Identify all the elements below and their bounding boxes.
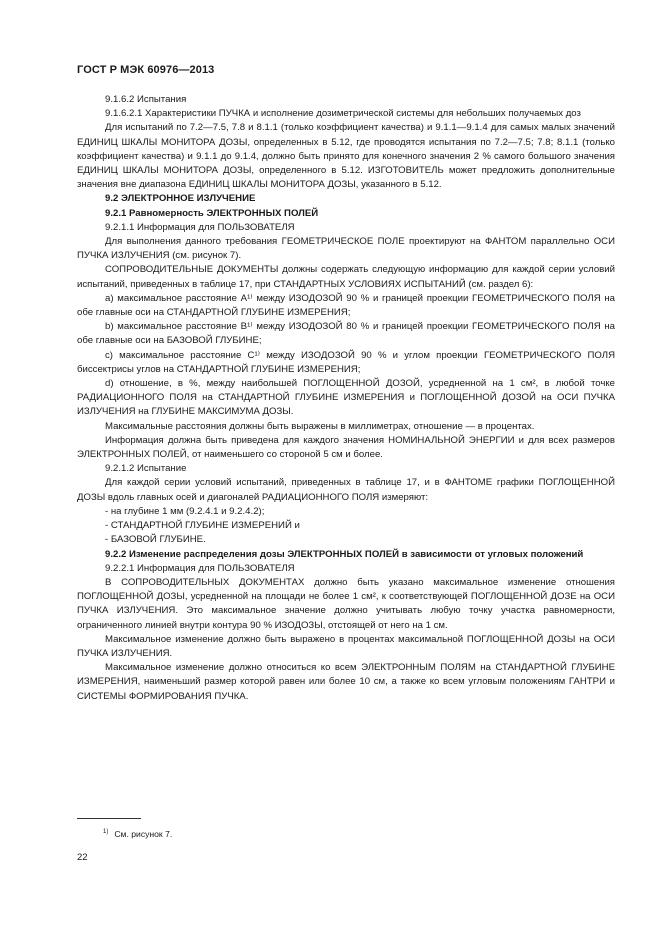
section-heading: 9.2.1 Равномерность ЭЛЕКТРОННЫХ ПОЛЕЙ	[105, 207, 319, 219]
paragraph: Максимальное изменение должно относиться ко всем ЭЛЕКТРОННЫМ ПОЛЯМ на СТАНДАРТНОЙ ГЛУБИНЕ ИЗМЕРЕНИЯ, наименьший размер которой равен или более 10 см, а также ко всем угловым положениям ГАНТРИ и СИСТЕМЫ ФОРМИРОВАНИЯ ПУЧКА.	[77, 662, 615, 702]
paragraph: 9.2.1.2 Испытание	[105, 463, 187, 475]
paragraph: Для каждой серии условий испытаний, приведенных в таблице 17, и в ФАНТОМЕ графики ПОГЛОЩЕННОЙ ДОЗЫ вдоль главных осей и диагоналей РАДИАЦИОННОГО ПОЛЯ измеряют:	[77, 477, 615, 503]
footnote	[103, 829, 172, 839]
paragraph: 9.2.1.1 Информация для ПОЛЬЗОВАТЕЛЯ	[105, 221, 295, 233]
paragraph: Для выполнения данного требования ГЕОМЕТРИЧЕСКОЕ ПОЛЕ проектируют на ФАНТОМ параллельно ОСИ ПУЧКА ИЗЛУЧЕНИЯ (см. рисунок 7).	[77, 236, 615, 262]
paragraph: В СОПРОВОДИТЕЛЬНЫХ ДОКУМЕНТАХ должно быть указано максимальное изменение отношения ПОГЛОЩЕННОЙ ДОЗЫ, усредненной на площади не более 1 см², к соответствующей ПОГЛОЩЕННОЙ ДОЗЕ на ОСИ ПУЧКА ИЗЛУЧЕНИЯ. Это максимальное значение должно учитывать любую точку участка равномерности, ограниченного линией внутри контура 90 % ИЗОДОЗЫ, отстоящей от него на 1 см.	[77, 576, 615, 631]
section-heading: 9.2 ЭЛЕКТРОННОЕ ИЗЛУЧЕНИЕ	[105, 193, 256, 205]
paragraph: Максимальное изменение должно быть выражено в процентах максимальной ПОГЛОЩЕННОЙ ДОЗЫ на ОСИ ПУЧКА ИЗЛУЧЕНИЯ.	[77, 633, 615, 659]
paragraph: 9.1.6.2.1 Характеристики ПУЧКА и исполнение дозиметрической системы для небольших получаемых доз	[105, 108, 581, 120]
list-item: b) максимальное расстояние B¹⁾ между ИЗОДОЗОЙ 80 % и границей проекции ГЕОМЕТРИЧЕСКОГО ПОЛЯ на обе главные оси на БАЗОВОЙ ГЛУБИНЕ;	[77, 321, 615, 347]
section-heading: 9.2.2 Изменение распределения дозы ЭЛЕКТРОННЫХ ПОЛЕЙ в зависимости от угловых положений	[105, 548, 584, 560]
page-number: 22	[77, 852, 88, 863]
paragraph: СОПРОВОДИТЕЛЬНЫЕ ДОКУМЕНТЫ должны содержать следующую информацию для каждой серии условий испытаний, приведенных в таблице 17, при СТАНДАРТНЫХ УСЛОВИЯХ ИСПЫТАНИЙ (см. раздел 6):	[77, 264, 615, 290]
page-header: ГОСТ Р МЭК 60976—2013	[77, 64, 215, 76]
list-item: - на глубине 1 мм (9.2.4.1 и 9.2.4.2);	[105, 505, 265, 517]
list-item: d) отношение, в %, между наибольшей ПОГЛОЩЕННОЙ ДОЗОЙ, усредненной на 1 см², в любой точке РАДИАЦИОННОГО ПОЛЯ на СТАНДАРТНОЙ ГЛУБИНЕ ИЗМЕРЕНИЯ и ПОГЛОЩЕННОЙ ДОЗОЙ на ОСИ ПУЧКА ИЗЛУЧЕНИЯ на ГЛУБИНЕ МАКСИМУМА ДОЗЫ.	[77, 378, 615, 418]
list-item: - СТАНДАРТНОЙ ГЛУБИНЕ ИЗМЕРЕНИЙ и	[105, 520, 300, 532]
list-item: c) максимальное расстояние C¹⁾ между ИЗОДОЗОЙ 90 % и углом проекции ГЕОМЕТРИЧЕСКОГО ПОЛЯ биссектрисы углов на СТАНДАРТНОЙ ГЛУБИНЕ ИЗМЕРЕНИЯ;	[77, 349, 615, 375]
body-text	[77, 93, 615, 704]
paragraph: Максимальные расстояния должны быть выражены в миллиметрах, отношение — в процентах.	[105, 420, 535, 432]
paragraph: Для испытаний по 7.2—7.5, 7.8 и 8.1.1 (только коэффициент качества) и 9.1.1—9.1.4 для самых малых значений ЕДИНИЦ ШКАЛЫ МОНИТОРА ДОЗЫ, определенных в 5.12, где проводятся испытания по 7.2—7.5; 7.8; 8.1.1 (только коэффициент качества) и 9.1.1 до 9.1.4, должно быть принято для конечного значения 2 % самого большого значения ЕДИНИЦ ШКАЛЫ МОНИТОРА ДОЗЫ, определенного в 5.12. ИЗГОТОВИТЕЛЬ может предложить дополнительные значения вне диапазона ЕДИНИЦ ШКАЛЫ МОНИТОРА ДОЗЫ, указанного в 5.12.	[77, 122, 615, 191]
list-item: - БАЗОВОЙ ГЛУБИНЕ.	[105, 534, 206, 546]
footnote-divider	[77, 818, 141, 819]
paragraph: 9.1.6.2 Испытания	[105, 94, 187, 105]
footnote-text: См. рисунок 7.	[114, 829, 173, 839]
list-item: a) максимальное расстояние A¹⁾ между ИЗОДОЗОЙ 90 % и границей проекции ГЕОМЕТРИЧЕСКОГО ПОЛЯ на обе главные оси на СТАНДАРТНОЙ ГЛУБИНЕ ИЗМЕРЕНИЯ;	[77, 292, 615, 319]
footnote-mark: 1)	[103, 829, 109, 836]
paragraph: Информация должна быть приведена для каждого значения НОМИНАЛЬНОЙ ЭНЕРГИИ и для всех размеров ЭЛЕКТРОННЫХ ПОЛЕЙ, от наименьшего со стороной 5 см и более.	[77, 434, 615, 461]
paragraph: 9.2.2.1 Информация для ПОЛЬЗОВАТЕЛЯ	[105, 562, 295, 574]
